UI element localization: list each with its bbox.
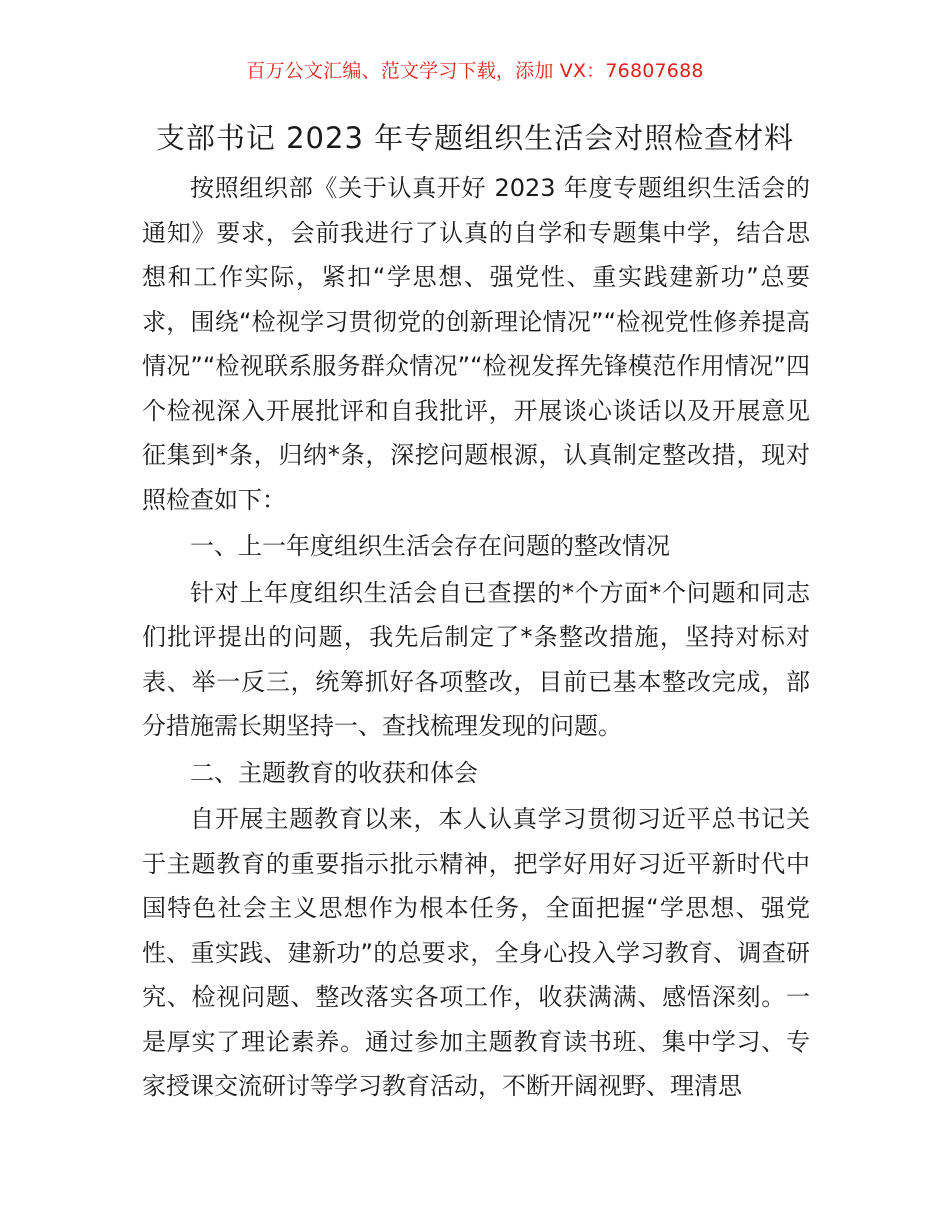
section-heading-2: 二、主题教育的收获和体会	[190, 758, 478, 787]
section-heading-1: 一、上一年度组织生活会存在问题的整改情况	[190, 532, 670, 560]
document-title: 支部书记 2023 年专题组织生活会对照检查材料	[155, 121, 795, 155]
section-1-paragraph: 针对上年度组织生活会自已查摆的*个方面*个问题和同志们批评提出的问题，我先后制定了*条整改措施，坚持对标对表、举一反三，统筹抓好各项整改，目前已基本整改完成，部分措施需长期坚持一、查找梳理发现的问题。	[142, 578, 810, 740]
header-note: 百万公文汇编、范文学习下载，添加 VX：76807688	[246, 60, 704, 82]
section-2-paragraph: 自开展主题教育以来，本人认真学习贯彻习近平总书记关于主题教育的重要指示批示精神，把学好用好习近平新时代中国特色社会主义思想作为根本任务，全面把握“学思想、强党性、重实践、建新功”的总要求，全身心投入学习教育、调查研究、检视问题、整改落实各项工作，收获满满、感悟深刻。一是厚实了理论素养。通过参加主题教育读书班、集中学习、专家授课交流研讨等学习教育活动，不断开阔视野、理清思	[142, 805, 810, 1100]
intro-paragraph: 按照组织部《关于认真开好 2023 年度专题组织生活会的通知》要求，会前我进行了认真的自学和专题集中学，结合思想和工作实际，紧扣“学思想、强党性、重实践建新功”总要求，围绕“检视学习贯彻党的创新理论情况”“检视党性修养提高情况”“检视联系服务群众情况”“检视发挥先锋模范作用情况”四个检视深入开展批评和自我批评，开展谈心谈话以及开展意见征集到*条，归纳*条，深挖问题根源，认真制定整改措，现对照检查如下：	[142, 174, 810, 514]
document-body	[142, 166, 810, 1109]
